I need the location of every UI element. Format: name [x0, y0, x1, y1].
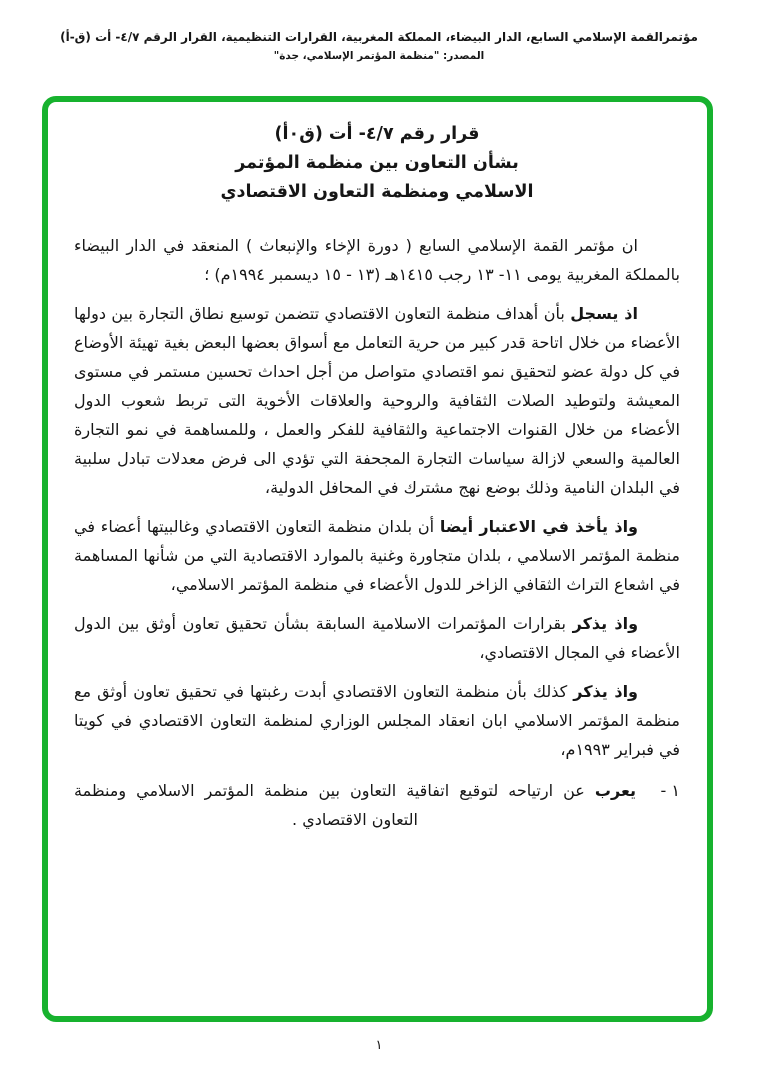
resolution-body — [74, 231, 680, 834]
source-line-citation: مؤتمرالقمة الإسلامي السابع، الدار البيضاء، المملكة المغربية، القرارات التنظيمية، القرار الرقم ٤/٧- أت (ق-أ) — [60, 30, 698, 44]
item-text-body: عن ارتياحه لتوقيع اتفاقية التعاون بين منظمة المؤتمر الاسلامي ومنظمة التعاون الاقتصادي . — [74, 781, 585, 829]
source-line-publisher: المصدر: "منظمة المؤتمر الإسلامي، جدة" — [273, 50, 485, 62]
title-line-number: قرار رقم ٤/٧- أت (ق٠أ) — [274, 124, 480, 144]
document-source-header — [0, 30, 758, 62]
clause-paragraph-4 — [74, 677, 680, 764]
title-line-subject-cont: الاسلامي ومنظمة التعاون الاقتصادي — [220, 182, 534, 202]
clause-lead-1: اذ يسجل — [570, 304, 639, 323]
clause-lead-2: واذ يأخذ في الاعتبار أيضا — [439, 517, 638, 536]
green-border-frame — [42, 96, 713, 1022]
clause-text-2: أن بلدان منظمة التعاون الاقتصادي وغالبيتها أعضاء في منظمة المؤتمر الاسلامي ، بلدان متجاورة وغنية بالموارد الاقتصادية التي من شأنها المساهمة في اشعاع التراث الثقافي الزاخر للدول الأعضاء في منظمة المؤتمر الاسلامي، — [74, 517, 680, 594]
operative-item-1 — [74, 776, 680, 834]
clause-lead-4: واذ يذكر — [573, 682, 638, 701]
clause-text-4: كذلك بأن منظمة التعاون الاقتصادي أبدت رغبتها في تحقيق تعاون أوثق مع منظمة المؤتمر الاسلامي ابان انعقاد المجلس الوزاري لمنظمة التعاون الاقتصادي في كويتا في فبراير ١٩٩٣م، — [74, 682, 680, 759]
clause-text-3: بقرارات المؤتمرات الاسلامية السابقة بشأن تحقيق تعاون أوثق بين الدول الأعضاء في المجال الاقتصادي، — [74, 614, 680, 662]
item-text — [74, 776, 636, 834]
preamble-paragraph: ان مؤتمر القمة الإسلامي السابع ( دورة الإخاء والإنبعاث ) المنعقد في الدار البيضاء بالمملكة المغربية يومى ١١- ١٣ رجب ١٤١٥هـ (١٣ - ١٥ ديسمبر ١٩٩٤م) ؛ — [74, 236, 680, 284]
item-lead: يعرب — [594, 781, 636, 800]
clause-paragraph-2 — [74, 512, 680, 599]
clause-paragraph-3 — [74, 609, 680, 667]
resolution-content — [48, 102, 707, 834]
item-number: ١ - — [660, 781, 680, 800]
resolution-title — [74, 120, 680, 207]
title-line-subject: بشأن التعاون بين منظمة المؤتمر — [235, 153, 519, 173]
clause-text-1: بأن أهداف منظمة التعاون الاقتصادي تتضمن توسيع نطاق التجارة بين دولها الأعضاء من خلال اتاحة قدر كبير من حرية التعامل مع أسواق بعضها البعض بغية تهيئة الأوضاع في كل دولة عضو لتحقيق نمو اقتصادي متواصل من أجل احداث تحسين مستمر في مستوى المعيشة ولتوطيد الصلات الثقافية والروحية والعلاقات الأخوية التى تربط شعوب الدول الأعضاء من خلال القنوات الاجتماعية والثقافية للفكر والعمل ، وللمساهمة في نمو التجارة العالمية والسعي لازالة سياسات التجارة المجحفة التي تؤدي الى فرض معدلات تبادل سلبية في البلدان النامية وذلك بوضع نهج مشترك في المحافل الدولية، — [74, 304, 680, 497]
clause-paragraph-1 — [74, 299, 680, 502]
page-number: ١ — [375, 1038, 383, 1053]
clause-lead-3: واذ يذكر — [572, 614, 639, 633]
